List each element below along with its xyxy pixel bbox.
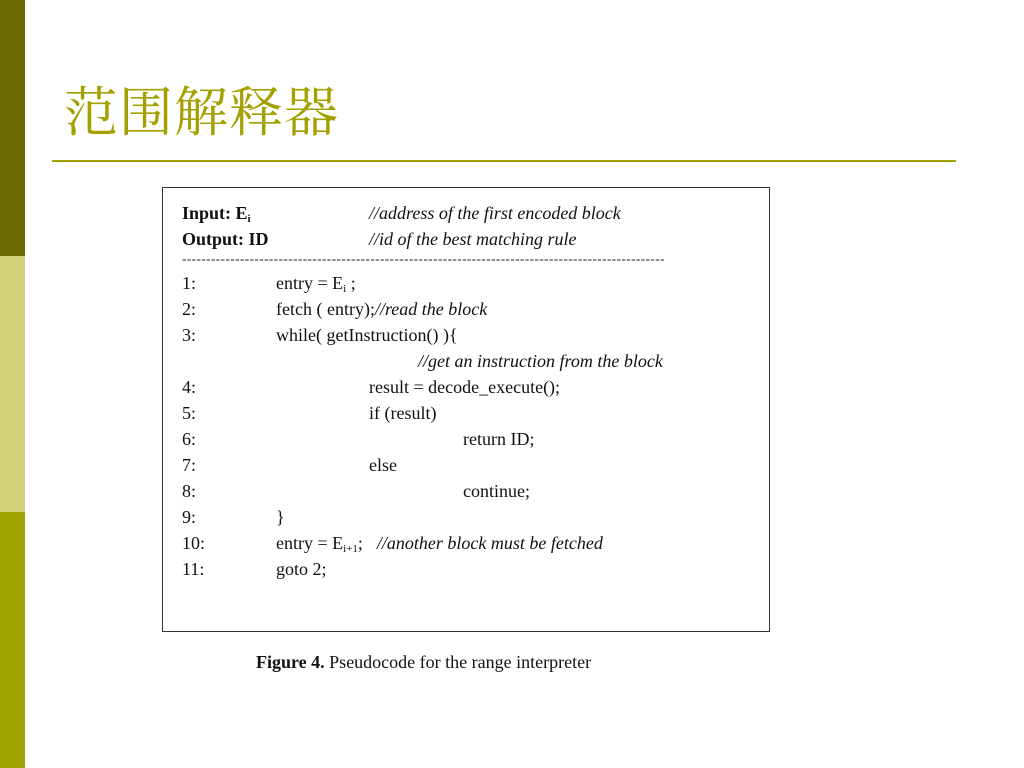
caption-text: Pseudocode for the range interpreter bbox=[324, 652, 592, 672]
code-statement: while( getInstruction() ){ bbox=[276, 325, 458, 345]
code-line bbox=[163, 296, 769, 322]
code-text bbox=[463, 478, 530, 504]
slide-title: 范围解释器 bbox=[64, 81, 339, 144]
line-number: 5: bbox=[182, 403, 197, 423]
code-line bbox=[163, 478, 769, 504]
code-text bbox=[276, 296, 487, 322]
line-number: 9: bbox=[182, 507, 197, 527]
code-statement: entry = E bbox=[276, 273, 344, 293]
code-text bbox=[369, 374, 560, 400]
code-statement: return ID; bbox=[463, 429, 535, 449]
input-comment: //address of the first encoded block bbox=[369, 203, 621, 223]
line-number: 6: bbox=[182, 429, 197, 449]
code-statement: continue; bbox=[463, 481, 530, 501]
code-suffix: ; bbox=[357, 533, 363, 553]
header-divider: ---------------------------------------------------------------------------------------------------- bbox=[182, 252, 665, 265]
code-statement: goto 2; bbox=[276, 559, 327, 579]
code-subscript: i+1 bbox=[343, 543, 358, 555]
line-number: 10: bbox=[182, 533, 206, 553]
code-line bbox=[163, 530, 769, 556]
code-comment: //get an instruction from the block bbox=[418, 351, 663, 371]
code-text bbox=[463, 426, 534, 452]
line-number: 7: bbox=[182, 455, 197, 475]
code-comment: //another block must be fetched bbox=[376, 533, 603, 553]
code-statement: result = decode_execute(); bbox=[369, 377, 561, 397]
line-number: 2: bbox=[182, 299, 197, 319]
code-statement: entry = E bbox=[276, 533, 344, 553]
code-statement: } bbox=[276, 507, 285, 527]
code-line bbox=[163, 556, 769, 582]
left-accent-bar-dark bbox=[0, 0, 25, 256]
code-line bbox=[163, 374, 769, 400]
pseudocode-figure bbox=[162, 187, 770, 632]
code-line bbox=[163, 400, 769, 426]
line-number: 8: bbox=[182, 481, 197, 501]
output-label: Output: ID bbox=[182, 229, 269, 249]
line-number: 1: bbox=[182, 273, 197, 293]
code-line bbox=[163, 322, 769, 348]
code-line bbox=[163, 504, 769, 530]
code-statement: fetch ( entry); bbox=[276, 299, 375, 319]
code-line bbox=[163, 348, 769, 374]
code-suffix: ; bbox=[346, 273, 356, 293]
code-line bbox=[163, 452, 769, 478]
code-subscript: i bbox=[343, 283, 347, 295]
line-number: 11: bbox=[182, 559, 205, 579]
code-text bbox=[276, 270, 356, 296]
code-comment: //read the block bbox=[374, 299, 488, 319]
code-text bbox=[276, 556, 327, 582]
code-text bbox=[369, 400, 436, 426]
code-text bbox=[276, 530, 603, 556]
figure-caption bbox=[256, 652, 776, 673]
caption-label: Figure 4. bbox=[256, 652, 325, 672]
left-accent-bar-mid bbox=[0, 512, 25, 768]
code-line bbox=[163, 426, 769, 452]
line-number: 4: bbox=[182, 377, 197, 397]
code-text bbox=[276, 504, 285, 530]
line-number: 3: bbox=[182, 325, 197, 345]
code-line bbox=[163, 270, 769, 296]
code-text bbox=[276, 322, 458, 348]
code-statement: else bbox=[369, 455, 397, 475]
left-accent-bar-light bbox=[0, 256, 25, 512]
title-underline bbox=[52, 160, 956, 162]
output-comment: //id of the best matching rule bbox=[369, 229, 577, 249]
code-text bbox=[369, 452, 397, 478]
code-statement: if (result) bbox=[369, 403, 437, 423]
input-label: Input: $E_i$ bbox=[182, 203, 251, 225]
